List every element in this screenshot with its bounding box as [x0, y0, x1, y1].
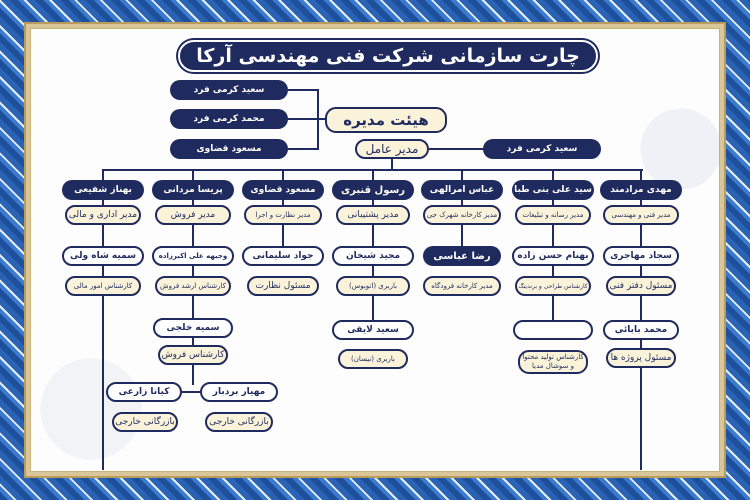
connector [288, 118, 325, 120]
column-head: مهدی مرادمند [600, 180, 682, 200]
column-role: مدیر رسانه و تبلیغات [515, 205, 591, 225]
staff-role [518, 350, 588, 374]
column-head: سید علی بنی طبا [512, 180, 594, 200]
column-role: مدیر اداری و مالی [65, 205, 141, 225]
column-head: عباس امرالهی [421, 180, 503, 200]
staff-name: محمد بابائی [603, 320, 679, 340]
column-head: پریسا مردانی [152, 180, 234, 200]
board-member: محمد کرمی فرد [170, 109, 288, 129]
staff-name: وجیهه علی اکبرزاده [152, 246, 234, 266]
board-member: سعید کرمی فرد [170, 80, 288, 100]
connector [288, 89, 318, 91]
empty-staff-box [513, 320, 593, 340]
staff-role: مسئول پروژه ها [606, 348, 676, 368]
staff-name: سعید لایقی [332, 320, 414, 340]
staff-name: جواد سلیمانی [242, 246, 324, 266]
staff-name: سمیه خلجی [153, 318, 233, 338]
staff-role: کارشناس امور مالی [65, 276, 141, 296]
ceo-name: سعید کرمی فرد [483, 139, 601, 159]
staff-name: سمیه شاه ولی [62, 246, 144, 266]
connector [317, 89, 319, 150]
board-member: مسعود قضاوی [170, 139, 288, 159]
staff-role: مدیر کارخانه فرودگاه [423, 276, 501, 296]
staff-role: باربری (اتوبوس) [336, 276, 410, 296]
board-box: هیئت مدیره [325, 107, 447, 133]
column-role: مدیر کارخانه شهرک جی [423, 205, 501, 225]
role-line: کارشناس تولید محتوا [522, 353, 584, 361]
column-role: مدیر پشتیبانی [336, 205, 410, 225]
column-head: مسعود قضاوی [242, 180, 324, 200]
column-role: مدیر فروش [155, 205, 231, 225]
connector [429, 148, 484, 150]
staff-name: رضا عباسی [423, 246, 501, 266]
staff-role: بازرگانی خارجی [112, 412, 178, 432]
role-line: و سوشال مدیا [532, 362, 574, 370]
staff-name: کیانا زارعی [106, 382, 182, 402]
page-title: چارت سازمانی شرکت فنی مهندسی آرکا [178, 40, 598, 72]
staff-name: مهیار بردبار [200, 382, 278, 402]
column-head: رسول قنبری [332, 180, 414, 200]
staff-role: کارشناس فروش [158, 345, 228, 365]
staff-role: کارشناس طراحی و برندینگ [515, 276, 591, 296]
staff-role: باربری (نیسان) [338, 349, 408, 369]
column-role: مدیر فنی و مهندسی [603, 205, 679, 225]
staff-role: مسئول دفتر فنی [606, 276, 676, 296]
staff-role: بازرگانی خارجی [205, 412, 273, 432]
staff-role: کارشناس ارشد فروش [155, 276, 231, 296]
connector [288, 148, 318, 150]
staff-name: مجید شیخان [332, 246, 414, 266]
staff-role: مسئول نظارت [247, 276, 319, 296]
column-head: بهناز شفیعی [62, 180, 144, 200]
staff-name: سجاد مهاجری [603, 246, 679, 266]
column-role: مدیر نظارت و اجرا [244, 205, 322, 225]
ceo-box: مدیر عامل [355, 139, 429, 159]
staff-name: بهنام حسن زاده [512, 246, 594, 266]
